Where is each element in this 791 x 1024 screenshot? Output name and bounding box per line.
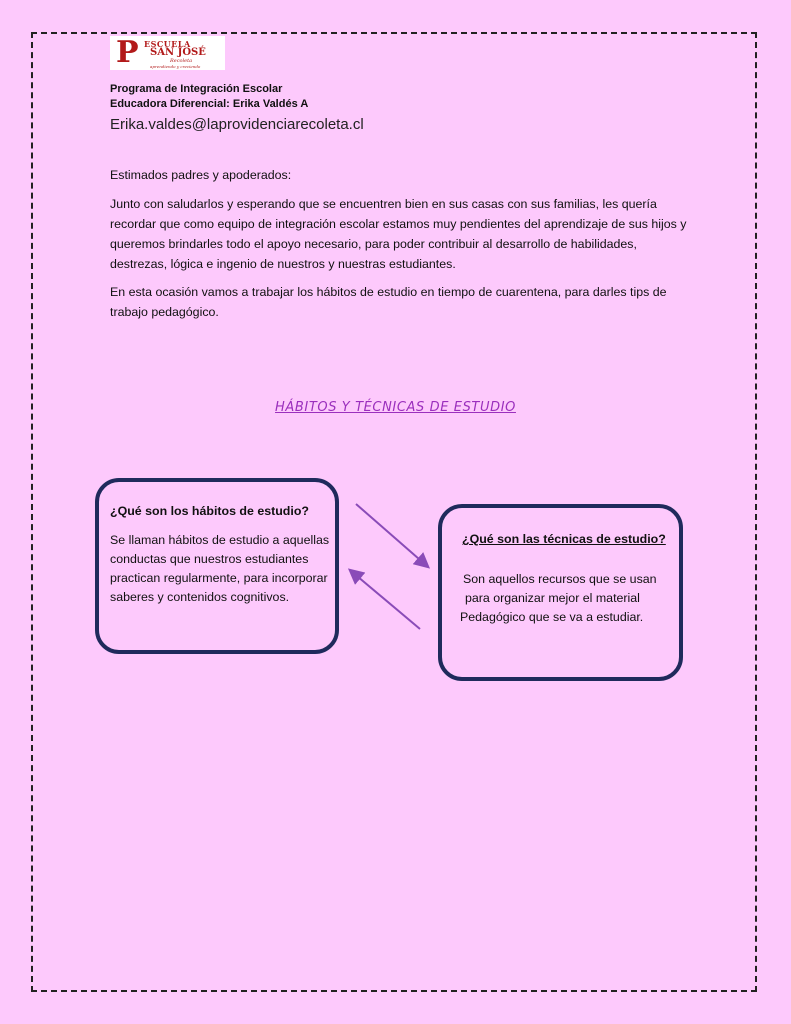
logo-mark: P [116,36,139,70]
logo-line-4: aprendiendo y creciendo [150,64,201,69]
diagram-title: HÁBITOS Y TÉCNICAS DE ESTUDIO [275,400,516,415]
techniques-answer-line-1: Son aquellos recursos que se usan [463,572,657,586]
logo-line-1: ESCUELA [144,39,191,49]
techniques-question: ¿Qué son las técnicas de estudio? [462,532,666,546]
greeting: Estimados padres y apoderados: [110,168,292,182]
educator-name: Educadora Diferencial: Erika Valdés A [110,98,309,110]
program-name: Programa de Integración Escolar [110,83,283,95]
arrow-to-habits [351,571,420,629]
logo-line-2: SAN JOSÉ [150,47,206,58]
techniques-answer-line-2: para organizar mejor el material [465,591,640,605]
arrow-to-techniques [356,504,427,566]
paragraph-1: Junto con saludarlos y esperando que se encuentren bien en sus casas con sus familias, les quería recordar que como equipo de integración escolar estamos muy pendientes del aprendizaje de sus hijos y queremos brindarles todo el apoyo necesario, para poder contribuir al desarrollo de habilidades, destrezas, lógica e ingenio de nuestros y nuestras estudiantes. [110,197,687,271]
paragraph-2: En esta ocasión vamos a trabajar los hábitos de estudio en tiempo de cuarentena, para darles tips de trabajo pedagógico. [110,285,667,319]
email-address: Erika.valdes@laprovidenciarecoleta.cl [110,116,364,133]
habits-answer: Se llaman hábitos de estudio a aquellas conductas que nuestros estudiantes practican regularmente, para incorporar saberes y contenidos cognitivos. [110,533,330,604]
techniques-answer-line-3: Pedagógico que se va a estudiar. [460,610,644,624]
habits-question: ¿Qué son los hábitos de estudio? [110,504,309,518]
logo-line-3: Recoleta [170,58,193,64]
